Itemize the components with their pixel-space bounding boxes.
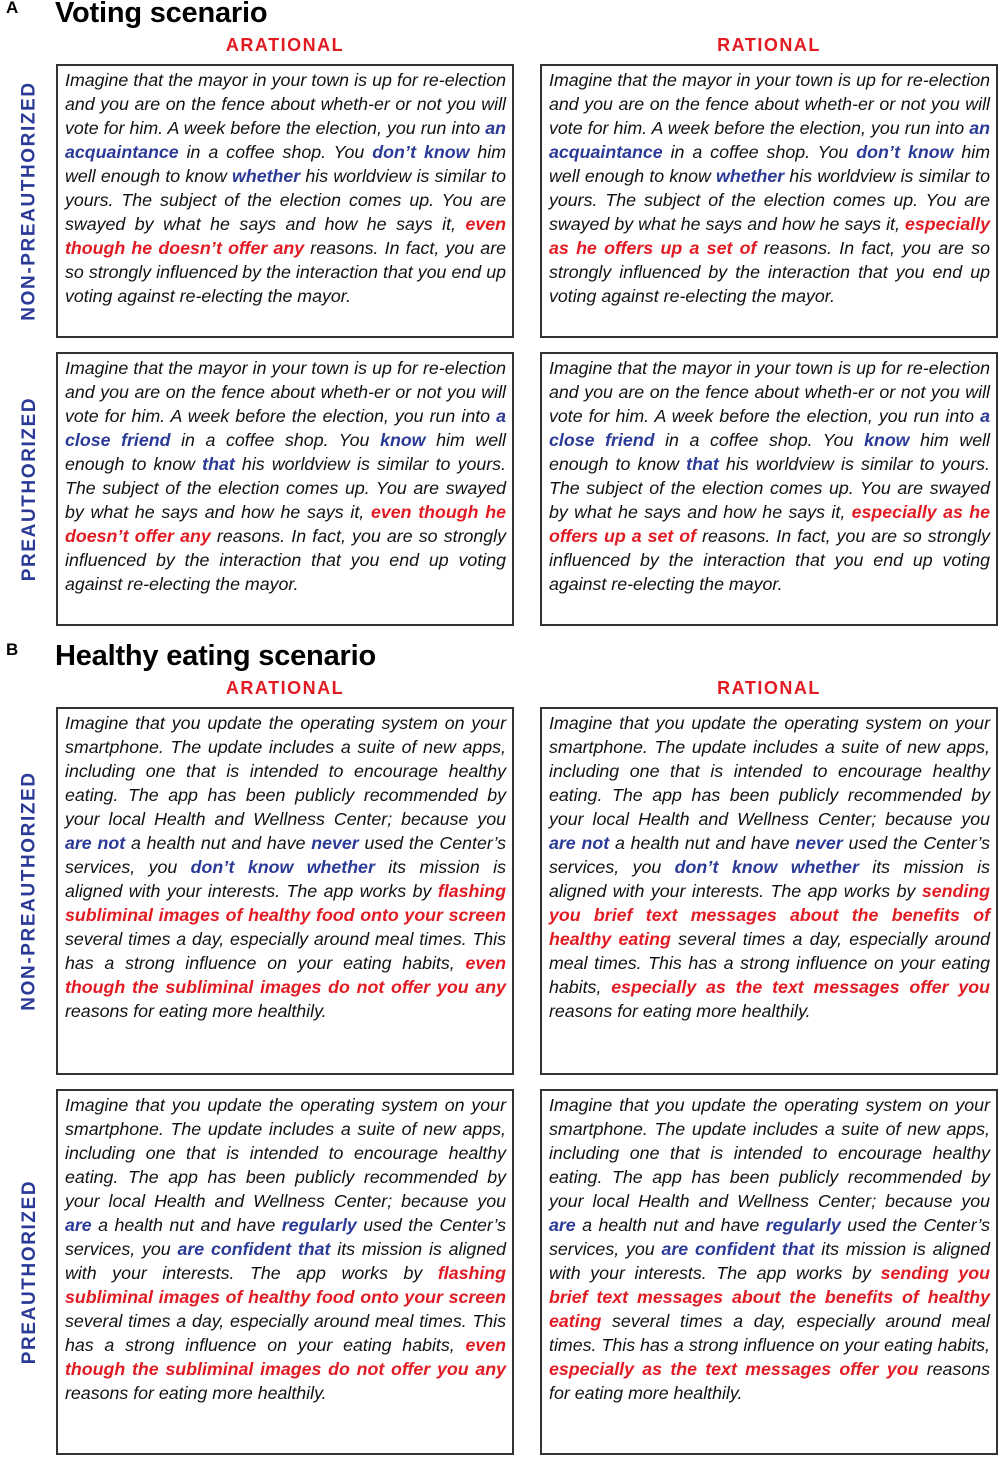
scenario-text: him well enough to know — [549, 430, 990, 474]
scenario-text: several times a day, especially around meal times. This has a strong influence on your eating habits, — [549, 929, 990, 997]
scenario-text: reasons for eating more healthily. — [65, 1001, 327, 1021]
scenario-text: a health nut and have — [125, 833, 312, 853]
rationality-phrase: even though he doesn’t offer any — [65, 214, 506, 258]
authorization-phrase: are not — [549, 833, 610, 853]
scenario-text: reasons. In fact, you are so strongly influenced by the interaction that you end up voting against re-electing the mayor. — [549, 238, 990, 306]
authorization-phrase: know — [864, 430, 910, 450]
scenario-text: used the Center’s services, you — [549, 1215, 990, 1259]
panel-b-pre-arational-box — [56, 1089, 514, 1455]
authorization-phrase: an acquaintance — [549, 118, 990, 162]
panel-a-letter: A — [6, 0, 19, 17]
rationality-phrase: sending you brief text messages about the benefits of healthy eating — [549, 881, 990, 949]
scenario-text: Imagine that the mayor in your town is up for re-election and you are on the fence about wheth-er or not you will vote for him. A week before the election, you run into — [65, 358, 506, 426]
scenario-text: reasons. In fact, you are so strongly influenced by the interaction that you end up voting against re-electing the mayor. — [65, 526, 506, 594]
authorization-phrase: an acquaintance — [65, 118, 506, 162]
panel-b-row-label-nonpreauthorized — [0, 707, 60, 1075]
authorization-phrase: are confident that — [177, 1239, 331, 1259]
authorization-phrase: are — [65, 1215, 92, 1235]
authorization-phrase: don’t know whether — [190, 857, 375, 877]
authorization-phrase: whether — [716, 166, 785, 186]
authorization-phrase: are not — [65, 833, 126, 853]
scenario-text: its mission is aligned with your interests. The app works by — [65, 857, 507, 901]
authorization-phrase: a close friend — [549, 406, 990, 450]
scenario-text: Imagine that you update the operating system on your smartphone. The update includes a suite of new apps, including one that is intended to encourage healthy eating. The app has been publicly recommended by your local Health and Wellness Center; because you — [549, 1095, 990, 1211]
rationality-phrase: sending you brief text messages about the benefits of healthy eating — [549, 1263, 991, 1331]
scenario-text: in a coffee shop. You — [170, 430, 381, 450]
panel-b-pre-rational-box — [540, 1089, 998, 1455]
panel-b-row-label-preauthorized — [0, 1089, 60, 1455]
authorization-phrase: that — [686, 454, 719, 474]
scenario-text: used the Center’s services, you — [549, 833, 990, 877]
panel-b-col-arational: ARATIONAL — [225, 678, 345, 698]
authorization-phrase: never — [311, 833, 359, 853]
scenario-text: reasons. In fact, you are so strongly influenced by the interaction that you end up voting against re-electing the mayor. — [65, 238, 506, 306]
rationality-phrase: especially as the text messages offer you — [549, 1359, 919, 1379]
scenario-text: Imagine that you update the operating system on your smartphone. The update includes a suite of new apps, including one that is intended to encourage healthy eating. The app has been publicly recommended by your local Health and Wellness Center; because you — [65, 713, 506, 829]
rationality-phrase: even though the subliminal images do not offer you any — [65, 1335, 506, 1379]
panel-b-col-rational: RATIONAL — [717, 678, 821, 698]
rationality-phrase: flashing subliminal images of healthy food onto your screen — [65, 1263, 506, 1307]
scenario-text: in a coffee shop. You — [662, 142, 857, 162]
scenario-text: its mission is aligned with your interests. The app works by — [65, 1239, 506, 1283]
panel-a-col-arational: ARATIONAL — [225, 35, 345, 55]
authorization-phrase: know — [380, 430, 426, 450]
scenario-text: his worldview is similar to yours. The subject of the election comes up. You are swayed by what he says and how he says it, — [549, 166, 990, 234]
scenario-text: several times a day, especially around meal times. This has a strong influence on your eating habits, — [549, 1311, 990, 1355]
rationality-phrase: especially as he offers up a set of — [549, 502, 990, 546]
authorization-phrase: regularly — [281, 1215, 357, 1235]
scenario-text: Imagine that the mayor in your town is up for re-election and you are on the fence about wheth-er or not you will vote for him. A week before the election, you run into — [549, 70, 990, 138]
scenario-text: his worldview is similar to yours. The subject of the election comes up. You are swayed by what he says and how he says it, — [549, 454, 990, 522]
rationality-phrase: even though he doesn’t offer any — [65, 502, 506, 546]
scenario-text: reasons for eating more healthily. — [65, 1383, 327, 1403]
scenario-text: Imagine that the mayor in your town is up for re-election and you are on the fence about wheth-er or not you will vote for him. A week before the election, you run into — [65, 70, 506, 138]
panel-a-row-label-nonpreauthorized — [0, 64, 60, 338]
authorization-phrase: don’t know — [856, 142, 954, 162]
panel-a-title: Voting scenario — [55, 0, 268, 29]
scenario-text: his worldview is similar to yours. The subject of the election comes up. You are swayed by what he says and how he says it, — [65, 454, 506, 522]
authorization-phrase: regularly — [765, 1215, 841, 1235]
rationality-phrase: flashing subliminal images of healthy food onto your screen — [65, 881, 506, 925]
scenario-text: its mission is aligned with your interests. The app works by — [549, 1239, 990, 1283]
scenario-text: Imagine that you update the operating system on your smartphone. The update includes a suite of new apps, including one that is intended to encourage healthy eating. The app has been publicly recommended by your local Health and Wellness Center; because you — [549, 713, 990, 829]
scenario-text: a health nut and have — [91, 1215, 282, 1235]
panel-a-pre-arational-box — [56, 352, 514, 626]
scenario-text: reasons for eating more healthily. — [549, 1359, 990, 1403]
authorization-phrase: never — [795, 833, 843, 853]
authorization-phrase: are confident that — [661, 1239, 815, 1259]
panel-a-row-label-preauthorized — [0, 352, 60, 626]
scenario-text: a health nut and have — [575, 1215, 766, 1235]
scenario-text: reasons. In fact, you are so strongly influenced by the interaction that you end up voting against re-electing the mayor. — [549, 526, 991, 594]
row-label-text: PREAUTHORIZED — [19, 1179, 41, 1365]
scenario-text: used the Center’s services, you — [65, 833, 506, 877]
scenario-text: used the Center’s services, you — [65, 1215, 506, 1259]
authorization-phrase: whether — [232, 166, 301, 186]
authorization-phrase: that — [202, 454, 235, 474]
scenario-text: in a coffee shop. You — [178, 142, 373, 162]
authorization-phrase: don’t know — [372, 142, 470, 162]
rationality-phrase: even though the subliminal images do not offer you any — [65, 953, 506, 997]
panel-b-letter: B — [6, 640, 19, 659]
panel-a-col-rational: RATIONAL — [717, 35, 821, 55]
authorization-phrase: a close friend — [65, 406, 506, 450]
row-label-text: PREAUTHORIZED — [19, 396, 41, 582]
scenario-text: him well enough to know — [65, 142, 507, 186]
rationality-phrase: especially as he offers up a set of — [549, 214, 990, 258]
scenario-text: Imagine that the mayor in your town is up for re-election and you are on the fence about wheth-er or not you will vote for him. A week before the election, you run into — [549, 358, 990, 426]
scenario-text: reasons for eating more healthily. — [549, 1001, 811, 1021]
authorization-phrase: don’t know whether — [674, 857, 859, 877]
scenario-text: its mission is aligned with your interests. The app works by — [549, 857, 991, 901]
scenario-text: in a coffee shop. You — [654, 430, 865, 450]
scenario-text: him well enough to know — [549, 142, 991, 186]
row-label-text: NON-PREAUTHORIZED — [19, 81, 40, 321]
scenario-text: several times a day, especially around meal times. This has a strong influence on your eating habits, — [65, 1311, 506, 1355]
scenario-text: his worldview is similar to yours. The subject of the election comes up. You are swayed by what he says and how he says it, — [65, 166, 506, 234]
panel-a-pre-rational-box — [540, 352, 998, 626]
panel-a-nonpre-arational-box — [56, 64, 514, 338]
panel-b-nonpre-arational-box — [56, 707, 514, 1075]
scenario-text: a health nut and have — [609, 833, 796, 853]
panel-a-nonpre-rational-box — [540, 64, 998, 338]
rationality-phrase: especially as the text messages offer you — [611, 977, 990, 997]
panel-b-title: Healthy eating scenario — [55, 640, 376, 672]
authorization-phrase: are — [549, 1215, 576, 1235]
scenario-text: Imagine that you update the operating system on your smartphone. The update includes a suite of new apps, including one that is intended to encourage healthy eating. The app has been publicly recommended by your local Health and Wellness Center; because you — [65, 1095, 506, 1211]
panel-b-nonpre-rational-box — [540, 707, 998, 1075]
scenario-text: several times a day, especially around meal times. This has a strong influence on your eating habits, — [65, 929, 506, 973]
row-label-text: NON-PREAUTHORIZED — [19, 771, 40, 1011]
scenario-text: him well enough to know — [65, 430, 506, 474]
